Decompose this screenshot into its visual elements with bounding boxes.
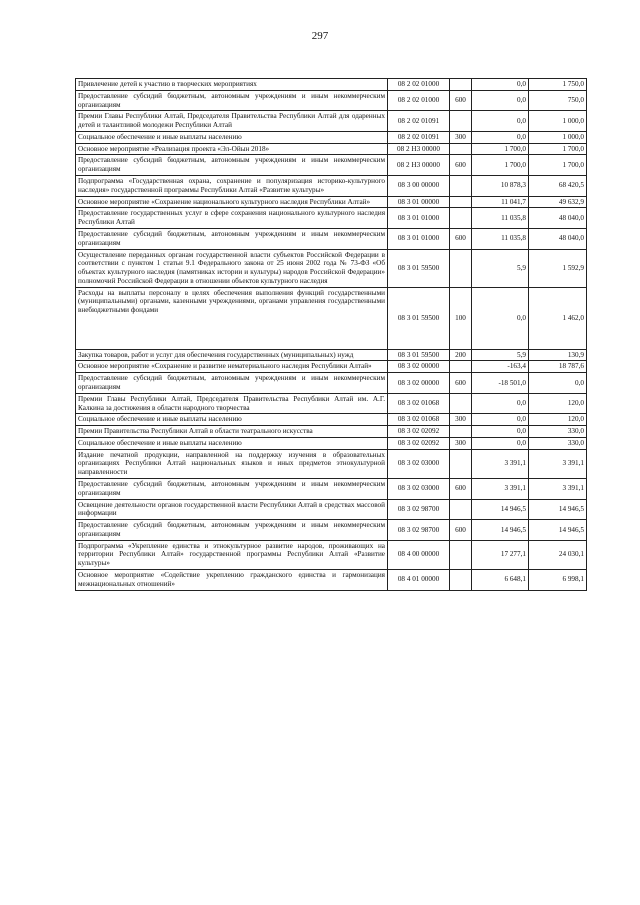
expense-name-cell: Основное мероприятие «Реализация проекта «Эл-Ойын 2018» bbox=[76, 143, 388, 155]
target-article-code-cell: 08 3 01 59500 bbox=[388, 249, 450, 287]
amount-total-cell: 120,0 bbox=[529, 393, 587, 414]
amount-total-cell: 6 998,1 bbox=[529, 570, 587, 591]
target-article-code-cell: 08 3 00 00000 bbox=[388, 176, 450, 197]
target-article-code-cell: 08 2 02 01091 bbox=[388, 131, 450, 143]
amount-total-cell: 330,0 bbox=[529, 437, 587, 449]
expense-name-cell: Предоставление субсидий бюджетным, автономным учреждениям и иным некоммерческим организациям bbox=[76, 155, 388, 176]
expense-type-code-cell: 600 bbox=[450, 155, 472, 176]
expense-name-cell: Социальное обеспечение и иные выплаты населению bbox=[76, 414, 388, 426]
amount-change-cell: 3 391,1 bbox=[472, 449, 529, 478]
amount-change-cell: 14 946,5 bbox=[472, 499, 529, 520]
expense-name-cell: Привлечение детей к участию в творческих мероприятиях bbox=[76, 79, 388, 91]
expense-name-cell: Освещение деятельности органов государственной власти Республики Алтай в средствах массовой информации bbox=[76, 499, 388, 520]
target-article-code-cell: 08 2 02 01091 bbox=[388, 111, 450, 132]
expense-type-code-cell: 200 bbox=[450, 349, 472, 361]
target-article-code-cell: 08 3 01 59500 bbox=[388, 287, 450, 349]
amount-change-cell: 0,0 bbox=[472, 437, 529, 449]
expense-type-code-cell bbox=[450, 426, 472, 438]
expense-type-code-cell: 300 bbox=[450, 414, 472, 426]
amount-total-cell: 1 592,9 bbox=[529, 249, 587, 287]
expense-type-code-cell: 600 bbox=[450, 90, 472, 111]
amount-total-cell: 1 000,0 bbox=[529, 111, 587, 132]
expense-type-code-cell bbox=[450, 540, 472, 569]
target-article-code-cell: 08 3 02 03000 bbox=[388, 479, 450, 500]
expense-name-cell: Основное мероприятие «Сохранение национального культурного наследия Республики Алтай» bbox=[76, 196, 388, 208]
expense-name-cell: Основное мероприятие «Содействие укреплению гражданского единства и гармонизация межнациональных отношений» bbox=[76, 570, 388, 591]
table-row bbox=[76, 426, 587, 438]
target-article-code-cell: 08 3 02 00000 bbox=[388, 361, 450, 373]
table-row bbox=[76, 208, 587, 229]
expense-name-cell: Социальное обеспечение и иные выплаты населению bbox=[76, 131, 388, 143]
expense-type-code-cell bbox=[450, 143, 472, 155]
expense-name-cell: Предоставление субсидий бюджетным, автономным учреждениям и иным некоммерческим организациям bbox=[76, 479, 388, 500]
target-article-code-cell: 08 3 02 01068 bbox=[388, 393, 450, 414]
table-row bbox=[76, 287, 587, 349]
table-row bbox=[76, 414, 587, 426]
target-article-code-cell: 08 2 Н3 00000 bbox=[388, 155, 450, 176]
expense-type-code-cell bbox=[450, 249, 472, 287]
expense-type-code-cell bbox=[450, 79, 472, 91]
expense-type-code-cell bbox=[450, 499, 472, 520]
expense-type-code-cell: 100 bbox=[450, 287, 472, 349]
table-row bbox=[76, 143, 587, 155]
expense-name-cell: Подпрограмма «Укрепление единства и этнокультурное развитие народов, проживающих на территории Республики Алтай» государственной программы Республики Алтай «Развитие культуры» bbox=[76, 540, 388, 569]
table-row bbox=[76, 499, 587, 520]
target-article-code-cell: 08 3 02 03000 bbox=[388, 449, 450, 478]
table-row bbox=[76, 196, 587, 208]
amount-total-cell: 1 750,0 bbox=[529, 79, 587, 91]
target-article-code-cell: 08 3 01 00000 bbox=[388, 196, 450, 208]
budget-table-body bbox=[76, 79, 587, 591]
expense-type-code-cell: 600 bbox=[450, 479, 472, 500]
amount-total-cell: 130,9 bbox=[529, 349, 587, 361]
amount-change-cell: 0,0 bbox=[472, 414, 529, 426]
amount-total-cell: 14 946,5 bbox=[529, 499, 587, 520]
target-article-code-cell: 08 3 02 98700 bbox=[388, 520, 450, 541]
amount-change-cell: 5,9 bbox=[472, 249, 529, 287]
table-row bbox=[76, 520, 587, 541]
amount-change-cell: 0,0 bbox=[472, 393, 529, 414]
target-article-code-cell: 08 3 02 01068 bbox=[388, 414, 450, 426]
expense-name-cell: Премии Главы Республики Алтай, Председателя Правительства Республики Алтай им. А.Г. Калкина за достижения в области народного творчества bbox=[76, 393, 388, 414]
expense-name-cell: Основное мероприятие «Сохранение и развитие нематериального наследия Республики Алтай» bbox=[76, 361, 388, 373]
expense-type-code-cell bbox=[450, 176, 472, 197]
expense-name-cell: Премии Главы Республики Алтай, Председателя Правительства Республики Алтай для одаренных детей и талантливой молодежи Республики Алтай bbox=[76, 111, 388, 132]
target-article-code-cell: 08 3 01 01000 bbox=[388, 208, 450, 229]
amount-change-cell: 0,0 bbox=[472, 426, 529, 438]
target-article-code-cell: 08 3 02 98700 bbox=[388, 499, 450, 520]
amount-change-cell: 11 041,7 bbox=[472, 196, 529, 208]
amount-total-cell: 1 462,0 bbox=[529, 287, 587, 349]
amount-total-cell: 3 391,1 bbox=[529, 449, 587, 478]
target-article-code-cell: 08 3 01 01000 bbox=[388, 228, 450, 249]
target-article-code-cell: 08 3 02 02092 bbox=[388, 437, 450, 449]
table-row bbox=[76, 111, 587, 132]
amount-change-cell: -163,4 bbox=[472, 361, 529, 373]
table-row bbox=[76, 479, 587, 500]
table-row bbox=[76, 540, 587, 569]
expense-type-code-cell bbox=[450, 361, 472, 373]
expense-name-cell: Расходы на выплаты персоналу в целях обеспечения выполнения функций государственными (муниципальными) органами, казенными учреждениями, органами управления государственными внебюджетными фондами bbox=[76, 287, 388, 349]
amount-total-cell: 1 700,0 bbox=[529, 155, 587, 176]
expense-type-code-cell bbox=[450, 111, 472, 132]
amount-change-cell: 11 035,8 bbox=[472, 208, 529, 229]
table-row bbox=[76, 90, 587, 111]
amount-change-cell: 1 700,0 bbox=[472, 143, 529, 155]
table-row bbox=[76, 570, 587, 591]
expense-name-cell: Премии Правительства Республики Алтай в области театрального искусства bbox=[76, 426, 388, 438]
expense-name-cell: Предоставление субсидий бюджетным, автономным учреждениям и иным некоммерческим организациям bbox=[76, 373, 388, 394]
amount-change-cell: 0,0 bbox=[472, 90, 529, 111]
table-row bbox=[76, 176, 587, 197]
expense-name-cell: Предоставление субсидий бюджетным, автономным учреждениям и иным некоммерческим организациям bbox=[76, 520, 388, 541]
amount-total-cell: 49 632,9 bbox=[529, 196, 587, 208]
amount-total-cell: 3 391,1 bbox=[529, 479, 587, 500]
expense-type-code-cell bbox=[450, 570, 472, 591]
table-row bbox=[76, 349, 587, 361]
amount-total-cell: 750,0 bbox=[529, 90, 587, 111]
amount-change-cell: -18 501,0 bbox=[472, 373, 529, 394]
amount-total-cell: 120,0 bbox=[529, 414, 587, 426]
target-article-code-cell: 08 2 02 01000 bbox=[388, 79, 450, 91]
amount-change-cell: 0,0 bbox=[472, 131, 529, 143]
amount-total-cell: 1 700,0 bbox=[529, 143, 587, 155]
expense-name-cell: Социальное обеспечение и иные выплаты населению bbox=[76, 437, 388, 449]
table-row bbox=[76, 79, 587, 91]
table-row bbox=[76, 449, 587, 478]
table-row bbox=[76, 361, 587, 373]
expense-name-cell: Закупка товаров, работ и услуг для обеспечения государственных (муниципальных) нужд bbox=[76, 349, 388, 361]
target-article-code-cell: 08 4 01 00000 bbox=[388, 570, 450, 591]
amount-total-cell: 48 040,0 bbox=[529, 208, 587, 229]
amount-total-cell: 1 000,0 bbox=[529, 131, 587, 143]
page-number: 297 bbox=[311, 30, 329, 42]
amount-change-cell: 1 700,0 bbox=[472, 155, 529, 176]
target-article-code-cell: 08 4 00 00000 bbox=[388, 540, 450, 569]
expense-type-code-cell: 300 bbox=[450, 437, 472, 449]
table-row bbox=[76, 155, 587, 176]
amount-change-cell: 3 391,1 bbox=[472, 479, 529, 500]
table-row bbox=[76, 437, 587, 449]
expense-name-cell: Предоставление субсидий бюджетным, автономным учреждениям и иным некоммерческим организациям bbox=[76, 90, 388, 111]
amount-change-cell: 5,9 bbox=[472, 349, 529, 361]
expense-type-code-cell: 600 bbox=[450, 373, 472, 394]
target-article-code-cell: 08 2 Н3 00000 bbox=[388, 143, 450, 155]
amount-total-cell: 14 946,5 bbox=[529, 520, 587, 541]
expense-type-code-cell: 300 bbox=[450, 131, 472, 143]
amount-total-cell: 330,0 bbox=[529, 426, 587, 438]
amount-total-cell: 24 030,1 bbox=[529, 540, 587, 569]
amount-change-cell: 0,0 bbox=[472, 287, 529, 349]
amount-change-cell: 17 277,1 bbox=[472, 540, 529, 569]
target-article-code-cell: 08 2 02 01000 bbox=[388, 90, 450, 111]
table-row bbox=[76, 393, 587, 414]
expense-name-cell: Издание печатной продукции, направленной на поддержку изучения в образовательных организациях Республики Алтай национальных языков и иных предметов этнокультурной направленности bbox=[76, 449, 388, 478]
table-row bbox=[76, 373, 587, 394]
expense-type-code-cell: 600 bbox=[450, 228, 472, 249]
expense-name-cell: Подпрограмма «Государственная охрана, сохранение и популяризация историко-культурного наследия» государственной программы Республики Алтай «Развитие культуры» bbox=[76, 176, 388, 197]
expense-name-cell: Осуществление переданных органам государственной власти субъектов Российской Федерации в соответствии с пунктом 1 статьи 9.1 Федерального закона от 25 июня 2002 года № 73-ФЗ «Об объектах культурного наследия (памятниках истории и культуры) народов Российской Федерации» полномочий Российской Федерации в отношении объектов культурного наследия bbox=[76, 249, 388, 287]
amount-total-cell: 0,0 bbox=[529, 373, 587, 394]
expense-type-code-cell: 600 bbox=[450, 520, 472, 541]
amount-total-cell: 48 040,0 bbox=[529, 228, 587, 249]
table-row bbox=[76, 249, 587, 287]
expense-type-code-cell bbox=[450, 196, 472, 208]
expense-type-code-cell bbox=[450, 449, 472, 478]
expense-type-code-cell bbox=[450, 393, 472, 414]
target-article-code-cell: 08 3 02 02092 bbox=[388, 426, 450, 438]
amount-change-cell: 11 035,8 bbox=[472, 228, 529, 249]
expense-name-cell: Предоставление государственных услуг в сфере сохранения национального культурного наследия Республики Алтай bbox=[76, 208, 388, 229]
amount-change-cell: 0,0 bbox=[472, 79, 529, 91]
amount-change-cell: 6 648,1 bbox=[472, 570, 529, 591]
amount-total-cell: 68 420,5 bbox=[529, 176, 587, 197]
expense-name-cell: Предоставление субсидий бюджетным, автономным учреждениям и иным некоммерческим организациям bbox=[76, 228, 388, 249]
table-row bbox=[76, 228, 587, 249]
amount-change-cell: 14 946,5 bbox=[472, 520, 529, 541]
budget-table bbox=[75, 78, 587, 591]
target-article-code-cell: 08 3 01 59500 bbox=[388, 349, 450, 361]
amount-total-cell: 18 787,6 bbox=[529, 361, 587, 373]
amount-change-cell: 0,0 bbox=[472, 111, 529, 132]
amount-change-cell: 10 878,3 bbox=[472, 176, 529, 197]
table-row bbox=[76, 131, 587, 143]
expense-type-code-cell bbox=[450, 208, 472, 229]
target-article-code-cell: 08 3 02 00000 bbox=[388, 373, 450, 394]
